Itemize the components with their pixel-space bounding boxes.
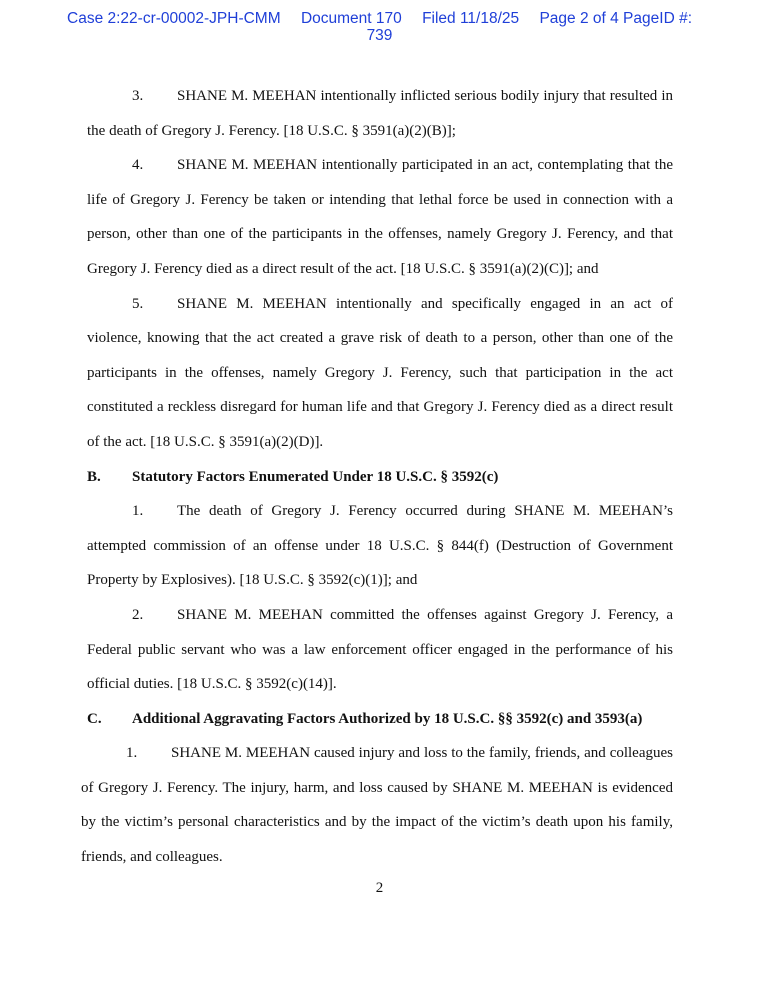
paragraph-number: 3. [132, 88, 144, 104]
section-letter: C. [87, 710, 102, 727]
court-filing-header [0, 10, 759, 44]
paragraph [81, 736, 673, 874]
paragraph [87, 494, 673, 598]
document-body [81, 79, 673, 875]
paragraph-text: SHANE M. MEEHAN intentionally participated in an act, contemplating that the life of Gregory J. Ferency be taken or intending that lethal force be used in connection with a person, other than one of the participants in the offenses, namely Gregory J. Ferency, and that Gregory J. Ferency died as a direct result of the act. [18 U.S.C. § 3591(a)(2)(C)]; and [87, 157, 673, 277]
paragraph [87, 287, 673, 460]
case-number: Case 2:22-cr-00002-JPH-CMM [67, 10, 281, 27]
paragraph [87, 79, 673, 148]
paragraph [87, 598, 673, 702]
page-info: Page 2 of 4 PageID #: [539, 10, 692, 27]
paragraph-text: SHANE M. MEEHAN intentionally inflicted serious bodily injury that resulted in the death of Gregory J. Ferency. [18 U.S.C. § 3591(a)(2)(B)]; [87, 88, 673, 139]
page-id: 739 [366, 27, 393, 44]
section-heading-b [87, 460, 673, 495]
paragraph-number: 2. [132, 606, 144, 623]
page-number: 2 [375, 880, 384, 896]
paragraph-number: 1. [126, 745, 138, 762]
paragraph-number: 5. [132, 295, 144, 312]
paragraph-text: SHANE M. MEEHAN caused injury and loss to the family, friends, and colleagues of Gregory J. Ferency. The injury, harm, and loss caused by SHANE M. MEEHAN is evidenced by the victim’s personal characteristics and by the impact of the victim’s death upon his family, friends, and colleagues. [81, 745, 673, 866]
section-heading-c [87, 702, 673, 737]
paragraph-number: 1. [132, 503, 144, 520]
section-title: Additional Aggravating Factors Authorized by 18 U.S.C. §§ 3592(c) and 3593(a) [132, 710, 643, 727]
filed-date: Filed 11/18/25 [422, 10, 520, 27]
section-title: Statutory Factors Enumerated Under 18 U.S.C. § 3592(c) [132, 468, 499, 485]
paragraph-text: SHANE M. MEEHAN committed the offenses against Gregory J. Ferency, a Federal public servant who was a law enforcement officer engaged in the performance of his official duties. [18 U.S.C. § 3592(c)(14)]. [87, 606, 673, 693]
paragraph-text: SHANE M. MEEHAN intentionally and specifically engaged in an act of violence, knowing that the act created a grave risk of death to a person, other than one of the participants in the offenses, namely Gregory J. Ferency, such that participation in the act constituted a reckless disregard for human life and that Gregory J. Ferency died as a direct result of the act. [18 U.S.C. § 3591(a)(2)(D)]. [87, 295, 673, 450]
section-letter: B. [87, 468, 101, 485]
document-number: Document 170 [300, 10, 402, 27]
paragraph [87, 148, 673, 286]
header-line [0, 10, 759, 27]
paragraph-number: 4. [132, 157, 144, 174]
paragraph-text: The death of Gregory J. Ferency occurred during SHANE M. MEEHAN’s attempted commission of an offense under 18 U.S.C. § 844(f) (Destruction of Government Property by Explosives). [18 U.S.C. § 3592(c)(1)]; and [87, 503, 673, 589]
